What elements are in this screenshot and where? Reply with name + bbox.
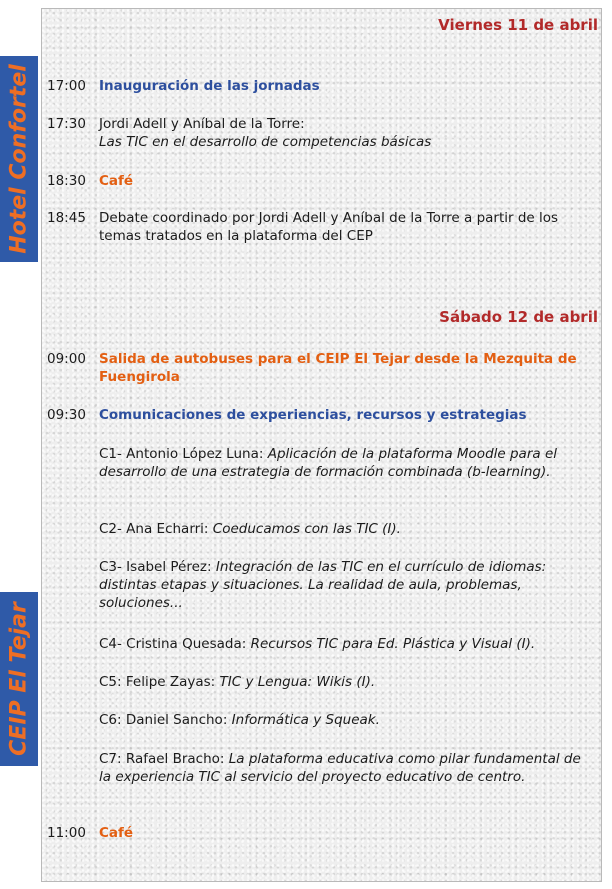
communication-talk: TIC y Lengua: Wikis (I). [219,674,376,690]
communication-talk: La plataforma educativa como pilar fundamental de la experiencia TIC al servicio del proyecto educativo de centro. [99,751,581,785]
communication-item [99,635,594,653]
schedule-item [47,824,592,842]
item-title: Salida de autobuses para el CEIP El Tejar desde la Mezquita de Fuengirola [99,351,577,385]
item-time: 11:00 [47,825,86,841]
schedule-item [47,115,592,151]
item-title: Comunicaciones de experiencias, recursos y estrategias [99,407,527,423]
communication-speaker: C7: Rafael Bracho: [99,751,225,767]
day-heading-saturday: Sábado 12 de abril [439,308,598,326]
item-time: 09:00 [47,351,86,367]
communication-speaker: C1- Antonio López Luna: [99,446,264,462]
schedule-item [47,350,592,386]
item-speakers: Jordi Adell y Aníbal de la Torre: [99,116,305,132]
venue-label-ceip: CEIP El Tejar [6,602,32,756]
venue-tab-hotel [0,56,38,262]
communication-speaker: C6: Daniel Sancho: [99,712,228,728]
communication-item [99,750,594,786]
communication-talk: Integración de las TIC en el currículo de idiomas: distintas etapas y situaciones. La realidad de aula, problemas, soluciones... [99,559,547,611]
item-time: 18:45 [47,210,86,226]
schedule-item [47,172,592,190]
item-time: 09:30 [47,407,86,423]
day-heading-friday: Viernes 11 de abril [438,16,598,34]
item-text: Debate coordinado por Jordi Adell y Aníbal de la Torre a partir de los temas tratados en la plataforma del CEP [99,210,559,244]
item-time: 18:30 [47,173,86,189]
communication-talk: Recursos TIC para Ed. Plástica y Visual (I). [250,636,536,652]
communication-item [99,445,594,481]
venue-tab-ceip [0,592,38,766]
schedule-item [47,406,592,424]
communication-speaker: C3- Isabel Pérez: [99,559,212,575]
communication-item [99,520,594,538]
communication-item [99,711,594,729]
communication-item [99,558,594,612]
communication-speaker: C4- Cristina Quesada: [99,636,247,652]
communication-speaker: C2- Ana Echarri: [99,521,209,537]
communication-speaker: C5: Felipe Zayas: [99,674,216,690]
communication-talk: Informática y Squeak. [231,712,380,728]
item-time: 17:00 [47,78,86,94]
item-title: Inauguración de las jornadas [99,78,320,94]
venue-label-hotel: Hotel Confortel [6,64,32,254]
communication-talk: Coeducamos con las TIC (I). [212,521,401,537]
communication-talk: Aplicación de la plataforma Moodle para el desarrollo de una estrategia de formación combinada (b-learning). [99,446,557,480]
item-body [99,115,592,151]
item-title: Café [99,825,134,841]
item-time: 17:30 [47,116,86,132]
item-talk: Las TIC en el desarrollo de competencias básicas [99,134,432,150]
communication-item [99,673,594,691]
schedule-item [47,209,592,245]
schedule-item [47,77,592,95]
item-title: Café [99,173,134,189]
